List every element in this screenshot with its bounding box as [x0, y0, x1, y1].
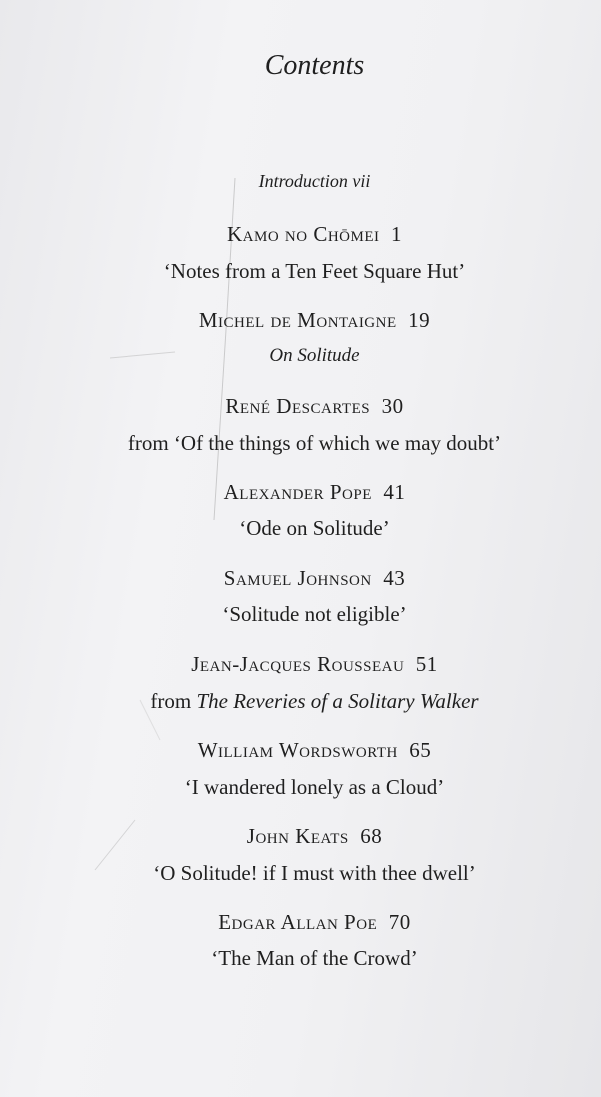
author-name: Jean-Jacques Rousseau: [191, 652, 405, 676]
page-title: Contents: [264, 50, 365, 81]
entry-author: [14, 222, 601, 247]
entry-author: [14, 394, 601, 419]
author-name: René Descartes: [225, 394, 371, 418]
author-name: Michel de Montaigne: [198, 308, 397, 332]
page-number: 65: [409, 738, 432, 762]
entry-title: On Solitude: [269, 345, 360, 366]
page-number: 1: [391, 222, 402, 246]
author-name: Alexander Pope: [223, 480, 372, 504]
page-number: 43: [383, 566, 406, 590]
entry-title: [14, 689, 601, 714]
page-number: 70: [388, 910, 411, 934]
introduction-entry: Introduction vii: [258, 171, 371, 191]
title-text: The Reveries of a Solitary Walker: [196, 689, 479, 713]
page-number: 41: [383, 480, 406, 504]
author-name: William Wordsworth: [197, 738, 398, 762]
entry-author: [14, 480, 601, 505]
author-name: Kamo no Chōmei: [227, 222, 380, 246]
author-name: Edgar Allan Poe: [218, 910, 378, 934]
entry-title: ‘Ode on Solitude’: [239, 516, 390, 540]
entry-title: ‘O Solitude! if I must with thee dwell’: [153, 861, 476, 885]
author-name: Samuel Johnson: [223, 566, 372, 590]
entry-author: [14, 566, 601, 591]
author-name: John Keats: [246, 824, 349, 848]
entry-title: ‘Notes from a Ten Feet Square Hut’: [163, 259, 466, 283]
entry-title: ‘Solitude not eligible’: [222, 602, 407, 626]
title-prefix: from: [150, 689, 197, 713]
entry-author: [14, 308, 601, 333]
page-number: 68: [360, 824, 383, 848]
entry-title: ‘I wandered lonely as a Cloud’: [184, 775, 445, 799]
entry-author: [14, 738, 601, 763]
entry-author: [14, 652, 601, 677]
entry-author: [14, 824, 601, 849]
entry-title: from ‘Of the things of which we may doubt’: [127, 431, 502, 455]
page-number: 51: [415, 652, 438, 676]
entry-author: [14, 910, 601, 935]
entry-title: ‘The Man of the Crowd’: [211, 946, 418, 970]
page-number: 30: [381, 394, 404, 418]
page-number: 19: [408, 308, 431, 332]
